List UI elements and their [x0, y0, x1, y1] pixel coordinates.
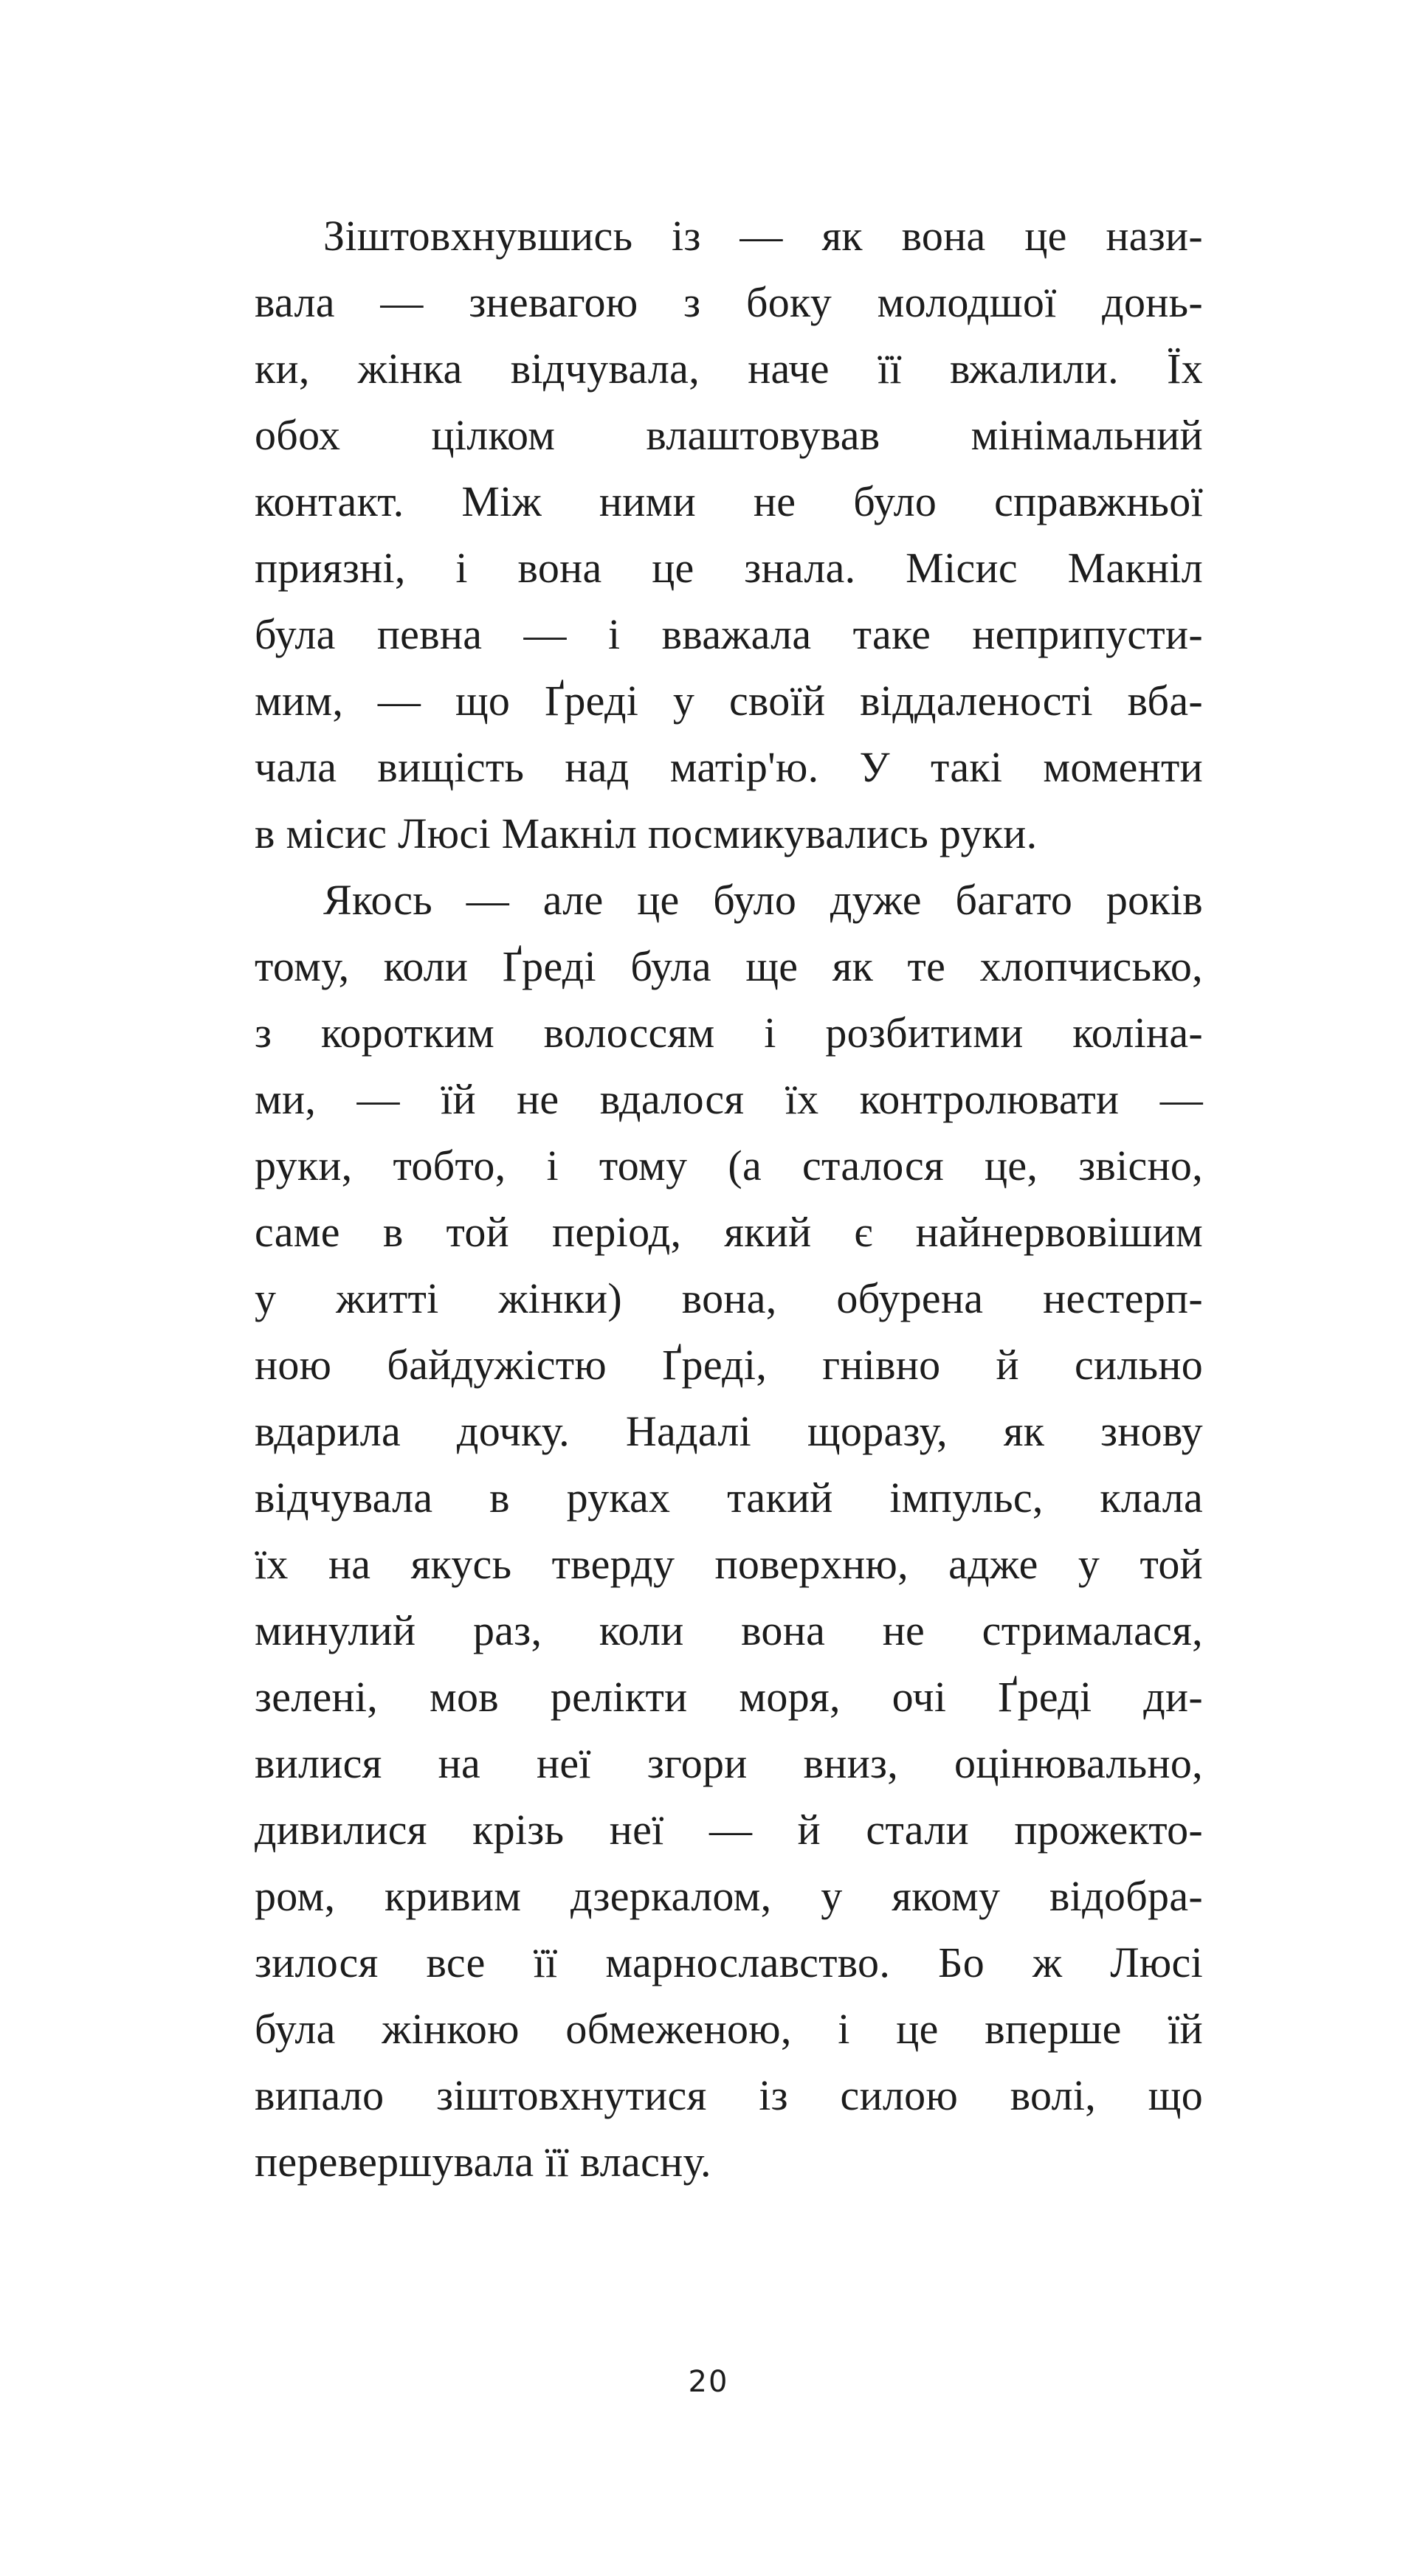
page-number: 20 — [688, 2365, 729, 2399]
text-line: зелені, мов релікти моря, очі Ґреді ди- — [255, 1673, 1203, 1721]
text-line: чала вищість над матір'ю. У такі моменти — [255, 743, 1203, 791]
text-line: саме в той період, який є найнервовішим — [255, 1208, 1203, 1256]
text-line: вдарила дочку. Надалі щоразу, як знову — [255, 1407, 1203, 1455]
text-line: вилися на неї згори вниз, оцінювально, — [255, 1739, 1203, 1787]
text-line: ки, жінка відчувала, наче її вжалили. Їх — [255, 345, 1203, 393]
text-line: зилося все її марнославство. Бо ж Люсі — [255, 1938, 1203, 1986]
text-line: в місис Люсі Макніл посмикувались руки. — [255, 809, 1038, 857]
text-line: ми, — їй не вдалося їх контролювати — — [255, 1075, 1203, 1123]
text-line: перевершувала її власну. — [255, 2138, 711, 2186]
text-line: минулий раз, коли вона не стрималася, — [255, 1606, 1203, 1654]
paragraph — [255, 867, 1203, 2195]
text-line: ною байдужістю Ґреді, гнівно й сильно — [255, 1341, 1203, 1389]
body-text — [255, 203, 1203, 2195]
text-line: їх на якусь тверду поверхню, адже у той — [255, 1540, 1203, 1588]
text-line: обох цілком влаштовував мінімальний — [255, 411, 1203, 459]
text-line: Зіштовхнувшись із — як вона це нази- — [323, 212, 1203, 260]
text-line: контакт. Між ними не було справжньої — [255, 477, 1203, 525]
paragraph — [255, 203, 1203, 867]
text-line: була жінкою обмеженою, і це вперше їй — [255, 2005, 1203, 2053]
text-line: з коротким волоссям і розбитими коліна- — [255, 1009, 1203, 1057]
text-line: була певна — і вважала таке неприпусти- — [255, 610, 1203, 658]
text-line: Якось — але це було дуже багато років — [323, 876, 1203, 924]
text-line: приязні, і вона це знала. Місис Макніл — [255, 544, 1203, 592]
text-line: випало зіштовхнутися із силою волі, що — [255, 2071, 1203, 2119]
text-line: ром, кривим дзеркалом, у якому відобра- — [255, 1872, 1203, 1920]
text-line: дивилися крізь неї — й стали прожекто- — [255, 1806, 1203, 1854]
text-line: відчувала в руках такий імпульс, клала — [255, 1474, 1203, 1522]
text-line: вала — зневагою з боку молодшої донь- — [255, 278, 1203, 326]
text-line: руки, тобто, і тому (а сталося це, звісно, — [255, 1142, 1203, 1189]
text-line: мим, — що Ґреді у своїй віддаленості вба- — [255, 677, 1203, 725]
text-line: тому, коли Ґреді була ще як те хлопчисько, — [255, 942, 1203, 990]
text-line: у житті жінки) вона, обурена нестерп- — [255, 1274, 1203, 1322]
